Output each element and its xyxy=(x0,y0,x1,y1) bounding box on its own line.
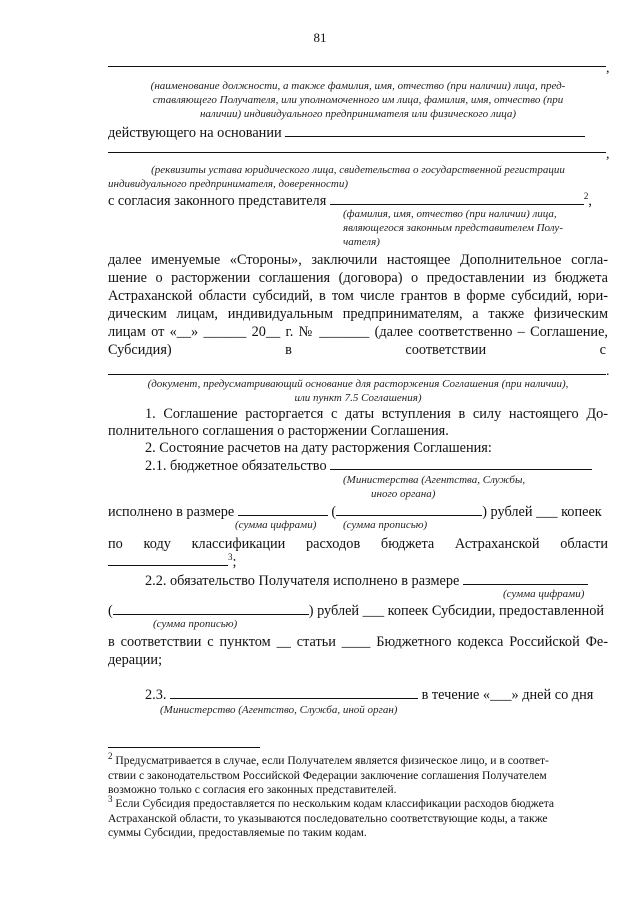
page-number: 81 xyxy=(313,30,327,45)
para-line-4: дическим лицам, индивидуальным предпринимателям, а также физическим xyxy=(108,306,608,322)
code-blank[interactable] xyxy=(108,553,228,566)
word-accordance: соответствии xyxy=(405,342,487,358)
section-2-2-label: 2.2. обязательство Получателя исполнено в размере xyxy=(145,573,460,589)
footnote-2 xyxy=(108,751,608,798)
note-position-3: наличии) индивидуального предпринимателя или физического лица) xyxy=(199,108,517,120)
section-2-1-line xyxy=(145,457,640,475)
paren-open-2: ( xyxy=(108,603,113,619)
note-ministry: (Министерства (Агентства, Службы, xyxy=(343,474,526,486)
acting-blank[interactable] xyxy=(285,124,585,137)
blank-line-document xyxy=(108,374,606,375)
section-1-line-1: 1. Соглашение расторгается с даты вступления в силу настоящего До- xyxy=(145,406,608,422)
sum-words-blank-2[interactable] xyxy=(113,602,309,615)
note-document: (документ, предусматривающий основание для расторжения Соглашения (при наличии), xyxy=(147,378,569,390)
note-document-2: или пункт 7.5 Соглашения) xyxy=(294,392,422,404)
footnote-ref-3: 3 xyxy=(228,552,233,563)
rubles-kopecks-2: ) рублей ___ копеек Субсидии, предоставленной xyxy=(308,603,605,619)
footnote-2-line-3: возможно только с согласия его законных представителей. xyxy=(108,783,397,796)
word-subsidy: Субсидия) xyxy=(108,342,172,358)
para-line-5: лицам от «__» ______ 20__ г. № _______ (далее соответственно – Соглашение, xyxy=(108,324,608,340)
footnote-3-line-3: суммы Субсидии, предоставляемые по таким кодам. xyxy=(108,826,367,839)
section-2-3-line xyxy=(145,686,640,704)
footnote-3-line-2: Астраханской области, то указываются последовательно соответствующие коды, а также xyxy=(108,811,548,825)
word-s: с xyxy=(599,342,606,358)
para-line-2: шение о расторжении соглашения (договора) о предоставлении из бюджета xyxy=(108,270,608,286)
sum-digits-blank-2[interactable] xyxy=(463,572,588,585)
rubles-kopecks: ) рублей ___ копеек xyxy=(482,504,602,520)
note-ministry-2: иного органа) xyxy=(371,488,436,500)
consent-blank[interactable] xyxy=(330,192,584,205)
note-basis-2: индивидуального предпринимателя, доверенности) xyxy=(108,178,349,190)
dot: . xyxy=(606,364,610,379)
note-rep-2: являющегося законным представителем Полу- xyxy=(343,222,563,234)
blank-line-top xyxy=(108,66,606,67)
note-sum-digits: (сумма цифрами) xyxy=(235,519,317,531)
note-sum-words: (сумма прописью) xyxy=(343,519,428,531)
section-2-3-label: 2.3. xyxy=(145,687,167,703)
para-line-1: далее именуемые «Стороны», заключили настоящее Дополнительное согла- xyxy=(108,252,608,268)
paren-open: ( xyxy=(331,504,337,520)
note-rep-3: чателя) xyxy=(343,236,380,248)
footnote-separator xyxy=(108,747,260,748)
comma-2: , xyxy=(606,147,610,162)
footnote-3-mark: 3 xyxy=(108,794,113,805)
acting-line xyxy=(108,124,608,142)
acting-label: действующего на основании xyxy=(108,125,282,141)
section-2-2-line-3: в соответствии с пунктом __ статьи ____ Бюджетного кодекса Российской Фе- xyxy=(108,634,608,650)
footnote-2-line-1: Предусматривается в случае, если Получателем является физическое лицо, и в соответ- xyxy=(112,754,549,767)
ministry-blank[interactable] xyxy=(330,457,592,470)
consent-label: с согласия законного представителя xyxy=(108,193,327,209)
blank-line-basis xyxy=(108,152,606,153)
para-line-6 xyxy=(108,342,606,359)
comma-3: , xyxy=(588,193,592,209)
sum-digits-blank[interactable] xyxy=(238,503,328,516)
note-position-2: ставляющего Получателя, или уполномоченного им лица, фамилия, имя, отчество (при xyxy=(152,94,564,106)
semicolon: ; xyxy=(232,554,237,570)
executed-label: исполнено в размере xyxy=(108,504,235,520)
note-organ: (Министерство (Агентство, Служба, иной орган) xyxy=(160,704,398,716)
word-v: в xyxy=(285,342,292,358)
footnote-3 xyxy=(108,794,608,841)
within-days: в течение «___» дней со дня xyxy=(421,687,594,703)
note-position: (наименование должности, а также фамилия, имя, отчество (при наличии) лица, пред- xyxy=(150,80,566,92)
note-rep: (фамилия, имя, отчество (при наличии) лица, xyxy=(343,208,557,220)
footnote-2-mark: 2 xyxy=(108,751,113,762)
footnote-2-line-2: ствии с законодательством Российской Федерации заключение соглашения Получателем xyxy=(108,768,547,782)
code-line: по коду классификации расходов бюджета Астраханской области xyxy=(108,536,608,552)
note-sum-digits-2: (сумма цифрами) xyxy=(503,588,585,600)
section-2-1-label: 2.1. бюджетное обязательство xyxy=(145,458,327,474)
code-blank-line xyxy=(108,553,608,571)
section-2-2-line-4: дерации; xyxy=(108,652,163,668)
organ-blank[interactable] xyxy=(170,686,418,699)
note-basis: (реквизиты устава юридического лица, свидетельства о государственной регистрации xyxy=(151,164,565,176)
section-1-line-2: полнительного соглашения о расторжении Соглашения. xyxy=(108,423,449,439)
comma: , xyxy=(606,61,610,76)
sum-words-blank[interactable] xyxy=(336,503,482,516)
footnote-ref-2: 2 xyxy=(583,191,589,202)
section-2-title: 2. Состояние расчетов на дату расторжения Соглашения: xyxy=(145,440,492,456)
para-line-3: Астраханской области субсидий, в том числе грантов в форме субсидий, юри- xyxy=(108,288,608,304)
footnote-3-line-1: Если Субсидия предоставляется по нескольким кодам классификации расходов бюджета xyxy=(112,797,555,810)
note-sum-words-2: (сумма прописью) xyxy=(153,618,238,630)
